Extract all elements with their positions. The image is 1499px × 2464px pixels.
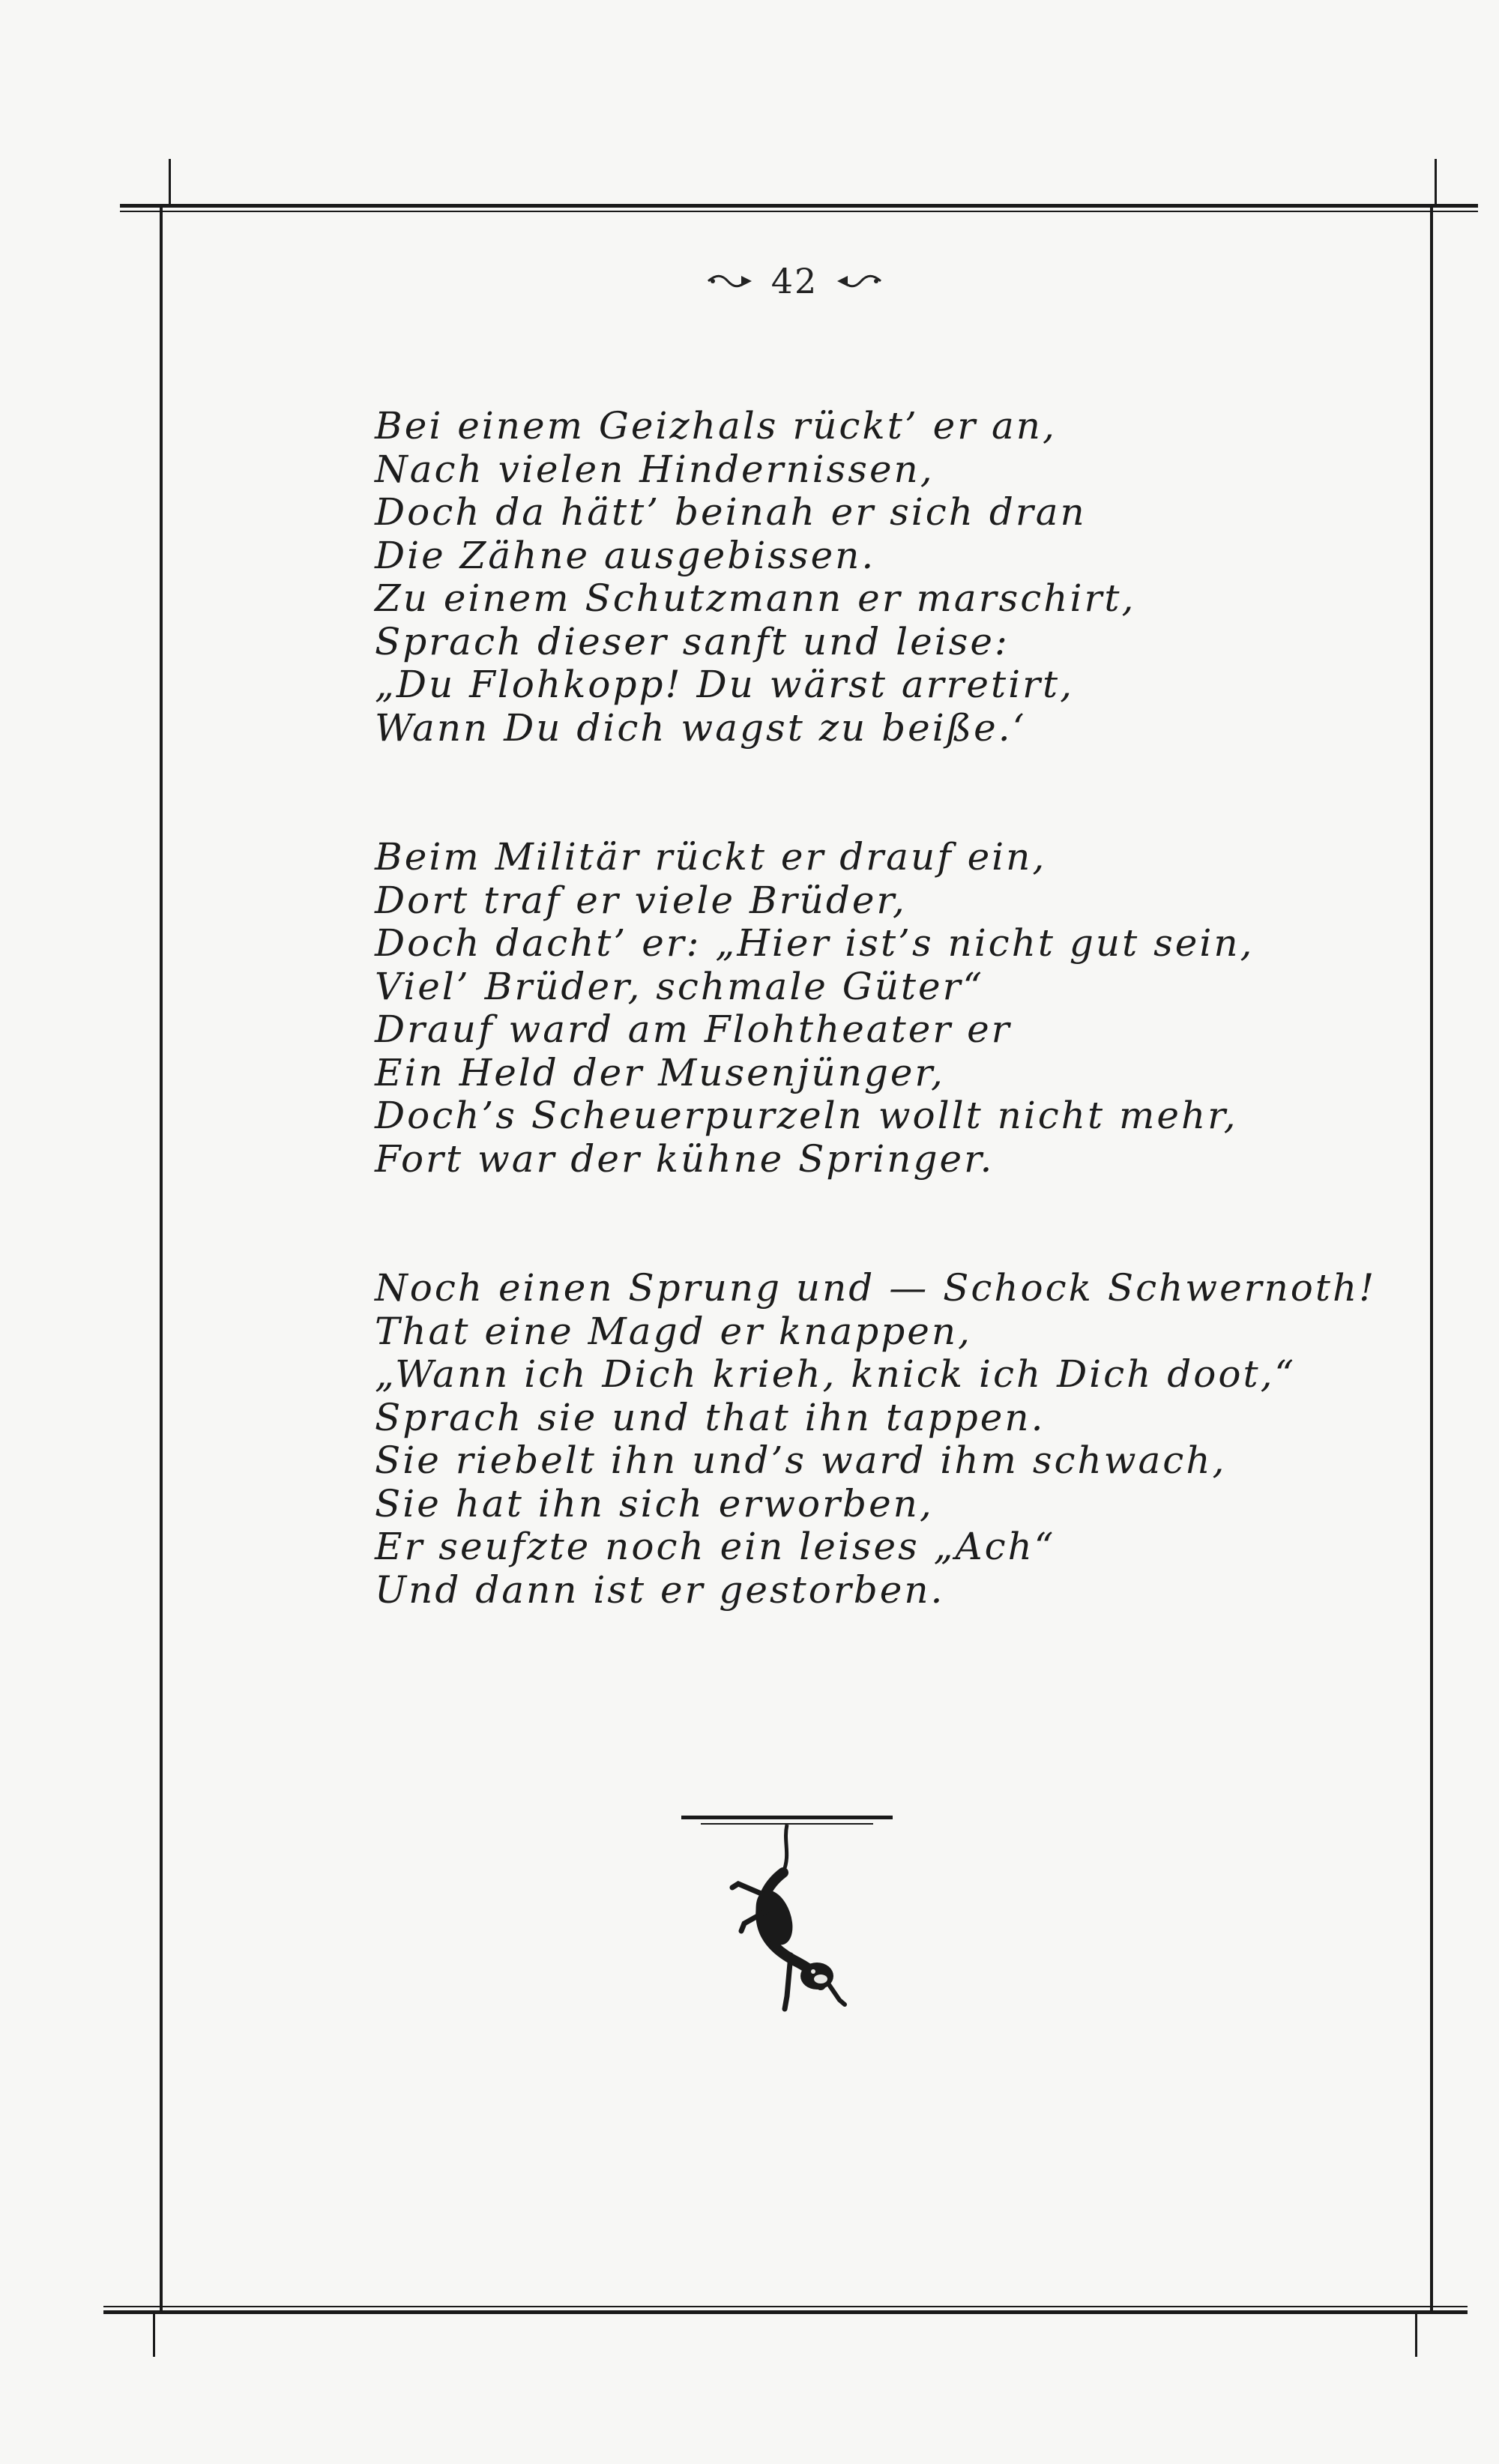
- stanza: [375, 405, 1387, 750]
- verse-line: That eine Magd er knappen,: [375, 1309, 972, 1353]
- verse-line: Doch’s Scheuerpurzeln wollt nicht mehr,: [375, 1094, 1238, 1137]
- verse-line: Viel’ Brüder, schmale Güter“: [375, 964, 985, 1008]
- verse-line: Doch dacht’ er: „Hier ist’s nicht gut sein,: [375, 921, 1255, 965]
- stanza: [375, 836, 1387, 1181]
- right-border-rule: [1430, 207, 1433, 2310]
- verse-line: Sprach dieser sanft und leise:: [375, 619, 1010, 663]
- verse-line: Ein Held der Musenjünger,: [375, 1050, 945, 1094]
- page-number: 42: [770, 261, 818, 301]
- bottom-border-rule: [103, 2310, 1468, 2314]
- top-border-rule-thin: [120, 211, 1478, 212]
- verse-line: „Du Flohkopp! Du wärst arretirt,: [375, 663, 1074, 706]
- corner-tick-top-left: [169, 159, 171, 207]
- flourish-right-icon: [707, 271, 755, 291]
- stanza: [375, 1267, 1387, 1612]
- verse-line: Dort traf er viele Brüder,: [375, 878, 907, 922]
- verse-line: Beim Militär rückt er drauf ein,: [375, 835, 1047, 879]
- corner-tick-bottom-left: [153, 2310, 155, 2357]
- verse-line: „Wann ich Dich krieh, knick ich Dich doot,“: [375, 1352, 1297, 1396]
- verse-line: Sie riebelt ihn und’s ward ihm schwach,: [375, 1439, 1227, 1482]
- bottom-border-rule-thin: [103, 2306, 1468, 2307]
- verse-line: Sprach sie und that ihn tappen.: [375, 1395, 1046, 1439]
- verse-line: Die Zähne ausgebissen.: [375, 533, 876, 577]
- verse-line: Er seufzte noch ein leises „Ach“: [375, 1525, 1056, 1568]
- flourish-left-icon: [834, 271, 882, 291]
- top-border-rule: [120, 204, 1478, 208]
- verse-line: Nach vielen Hindernissen,: [375, 447, 935, 491]
- verse-line: Zu einem Schutzmann er marschirt,: [375, 576, 1136, 620]
- poem-body: [375, 405, 1387, 1698]
- page-header: [675, 255, 914, 307]
- verse-line: Drauf ward am Flohtheater er: [375, 1007, 1012, 1051]
- corner-tick-bottom-right: [1415, 2310, 1417, 2357]
- verse-line: Sie hat ihn sich erworben,: [375, 1481, 934, 1525]
- left-border-rule: [160, 207, 163, 2310]
- verse-line: Und dann ist er gestorben.: [375, 1567, 945, 1612]
- verse-line: Wann Du dich wagst zu beiße.‘: [375, 705, 1027, 750]
- verse-line: Doch da hätt’ beinah er sich dran: [375, 490, 1087, 534]
- hanging-monkey-icon: [678, 1813, 896, 2037]
- verse-line: Fort war der kühne Springer.: [375, 1136, 995, 1181]
- corner-tick-top-right: [1435, 159, 1437, 207]
- verse-line: Bei einem Geizhals rückt’ er an,: [375, 404, 1057, 448]
- verse-line: Noch einen Sprung und — Schock Schwernoth!: [375, 1266, 1377, 1310]
